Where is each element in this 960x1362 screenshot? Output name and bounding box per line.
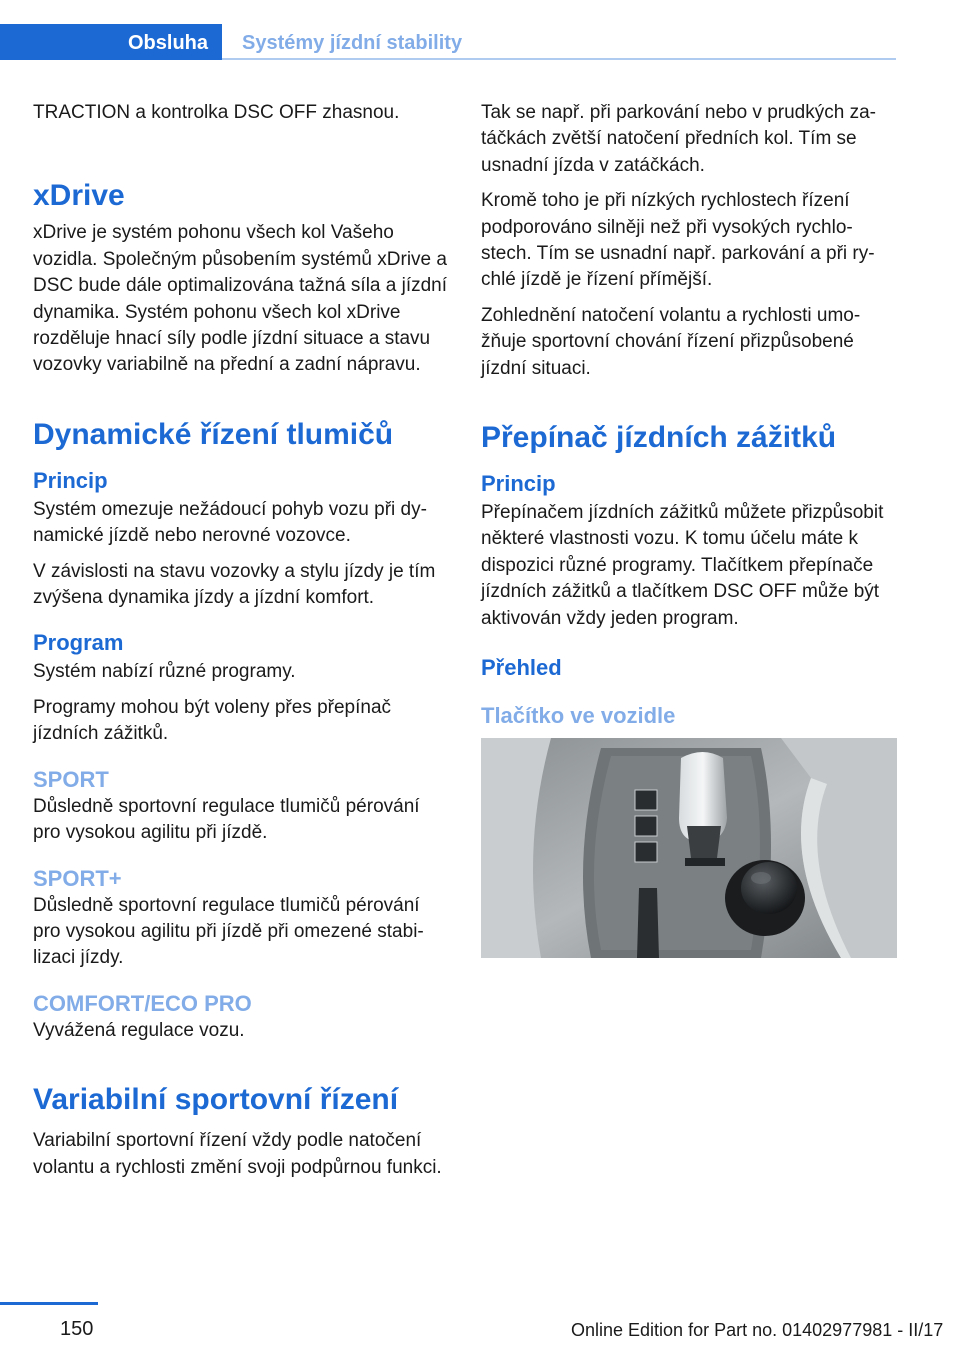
steering-text-continued-1: Tak se např. při parkování nebo v prudkých zatáčkách zvětší natočení předních kol. Tím se usnadní jízda v zatáčkách. — [481, 102, 876, 176]
header-divider — [222, 58, 896, 60]
center-console-photo — [481, 738, 897, 958]
sport-plus-text: Důsledně sportovní regulace tlumičů pérování pro vysokou agilitu při jízdě při omezené stabilizaci jízdy. — [33, 894, 424, 969]
switch-principle-text: Přepínačem jízdních zážitků můžete přizpůsobit některé vlastnosti vozu. K tomu účelu máte k dispozici různé programy. Tlačítkem přepínače jízdních zážitků a tlačítkem DSC OFF může být aktivován vždy jeden program. — [481, 502, 884, 629]
sport-heading: SPORT — [33, 766, 109, 792]
steering-text: Variabilní sportovní řízení vždy podle natočení volantu a rychlosti změní svoji podpůrnou funkci. — [33, 1130, 442, 1178]
overview-heading: Přehled — [481, 655, 562, 681]
principle-text-2: V závislosti na stavu vozovky a stylu jízdy je tím zvýšena dynamika jízdy a jízdní komfort. — [33, 560, 436, 609]
xdrive-text: xDrive je systém pohonu všech kol Vašeho vozidla. Společným působením systémů xDrive a DSC bude dále optimalizována tažná síla a jízdní dynamika. Systém pohonu všech kol xDrive rozděluje hnací síly podle jízdní situace a stavu vozovky variabilně na přední a zadní nápravu. — [33, 222, 448, 376]
chapter-header — [0, 24, 896, 60]
principle-heading: Princip — [33, 467, 108, 493]
program-heading: Program — [33, 630, 124, 656]
intro-text: TRACTION a kontrolka DSC OFF zhasnou. — [33, 102, 400, 123]
page-number: 150 — [60, 1318, 94, 1340]
section-title: Systémy jízdní stability — [242, 32, 463, 54]
sport-plus-heading: SPORT+ — [33, 865, 122, 891]
steering-heading: Variabilní sportovní řízení — [33, 1083, 399, 1117]
comfort-heading: COMFORT/ECO PRO — [33, 990, 252, 1016]
edition-note: Online Edition for Part no. 01402977981 - II/17 — [571, 1320, 944, 1340]
footer-divider — [0, 1302, 98, 1305]
xdrive-heading: xDrive — [33, 179, 125, 213]
button-heading: Tlačítko ve vozidle — [481, 703, 676, 729]
sport-text: Důsledně sportovní regulace tlumičů pérování pro vysokou agilitu při jízdě. — [33, 795, 420, 844]
chapter-tab: Obsluha — [0, 24, 222, 60]
switch-heading: Přepínač jízdních zážitků — [481, 421, 837, 455]
steering-text-continued-2: Kromě toho je při nízkých rychlostech řízení podporováno silněji než při vysokých rychlostech. Tím se usnadní např. parkování a při rychlé jízdě je řízení přímější. — [481, 190, 875, 291]
center-console-illustration — [481, 738, 897, 958]
program-text-1: Systém nabízí různé programy. — [33, 661, 296, 683]
damping-heading: Dynamické řízení tlumičů — [33, 417, 394, 451]
program-text-2: Programy mohou být voleny přes přepínač jízdních zážitků. — [33, 696, 392, 745]
left-column — [33, 100, 449, 1190]
principle-text-1: Systém omezuje nežádoucí pohyb vozu při dynamické jízdě nebo nerovné vozovce. — [33, 498, 427, 547]
comfort-text: Vyvážená regulace vozu. — [33, 1019, 245, 1041]
switch-principle-heading: Princip — [481, 471, 556, 497]
steering-text-continued-3: Zohlednění natočení volantu a rychlosti umožňuje sportovní chování řízení přizpůsobené jízdní situaci. — [481, 304, 861, 379]
right-column — [481, 100, 897, 958]
